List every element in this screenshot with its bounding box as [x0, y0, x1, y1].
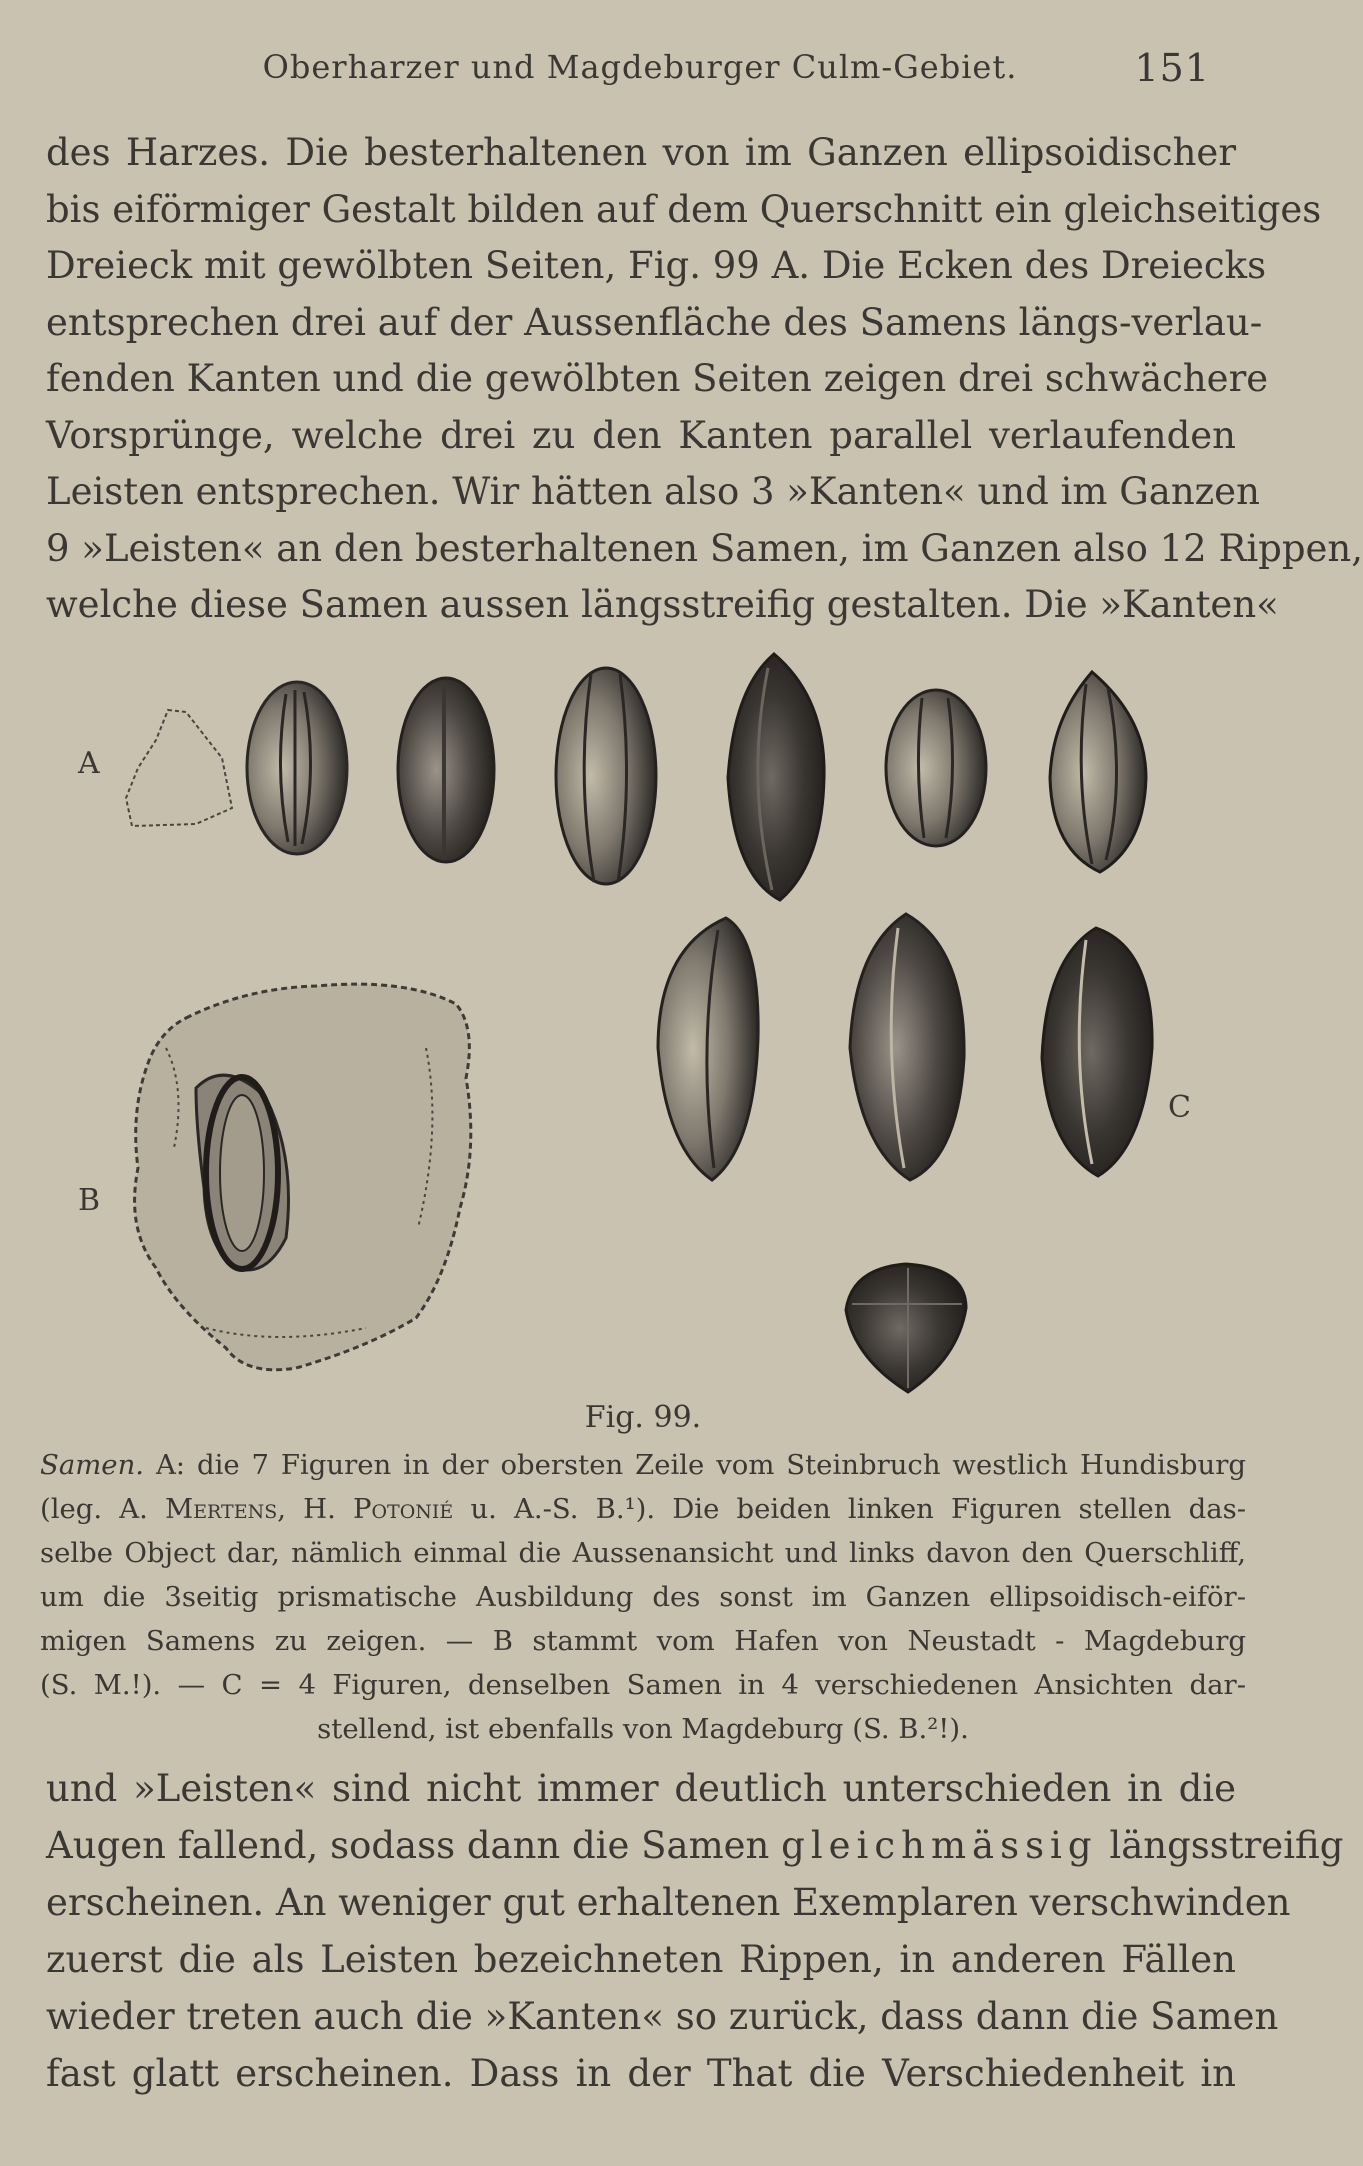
caption-line: migen Samens zu zeigen. — B stammt vom Hafen von Neustadt - Magdeburg: [40, 1625, 1246, 1657]
text-line: zuerst die als Leisten bezeichneten Rippen, in anderen Fällen: [46, 1938, 1236, 1981]
seed-c1: [658, 918, 758, 1180]
text-line: 9 »Leisten« an den besterhaltenen Samen, im Ganzen also 12 Rippen,: [46, 526, 1363, 570]
seed-a4: [728, 654, 824, 900]
figure-label-b: B: [78, 1183, 101, 1218]
seed-cross-section: [126, 710, 232, 826]
caption-line: stellend, ist ebenfalls von Magdeburg (S. B.²!).: [317, 1713, 969, 1745]
text-line: entsprechen drei auf der Aussenfläche des Samens längs-verlau-: [46, 300, 1263, 344]
figure-caption: [40, 1443, 1246, 1751]
emphasized-word: gleichmässig: [781, 1824, 1098, 1867]
text-line: fenden Kanten und die gewölbten Seiten zeigen drei schwächere: [46, 357, 1269, 400]
text-line: und »Leisten« sind nicht immer deutlich unterschieden in die: [46, 1767, 1236, 1810]
running-head: [40, 40, 1240, 100]
figure-label-c: C: [1168, 1090, 1191, 1125]
rock-with-seed: [135, 984, 471, 1370]
seed-a5: [886, 690, 986, 846]
figure-99: [46, 628, 1236, 1418]
text-line: erscheinen. An weniger gut erhaltenen Exemplaren verschwinden: [46, 1881, 1291, 1924]
bottom-paragraph: [46, 1760, 1344, 2102]
seed-c2: [850, 914, 964, 1180]
seed-a2: [398, 678, 494, 862]
page-number: 151: [1134, 46, 1210, 90]
text-line: Augen fallend, sodass dann die Samen gleichmässig längsstreifig: [46, 1824, 1344, 1867]
text-line: Vorsprünge, welche drei zu den Kanten parallel verlaufenden: [46, 413, 1236, 457]
figure-caption-block: [40, 1400, 1246, 1751]
top-paragraph: [46, 125, 1363, 634]
text-line: bis eiförmiger Gestalt bilden auf dem Querschnitt ein gleichseitiges: [46, 187, 1322, 231]
text-line: welche diese Samen aussen längsstreifig gestalten. Die »Kanten«: [46, 583, 1279, 626]
running-title: Oberharzer und Magdeburger Culm-Gebiet.: [262, 48, 1018, 86]
seed-a3: [556, 668, 656, 884]
text-line: wieder treten auch die »Kanten« so zurück, dass dann die Samen: [46, 1995, 1279, 2038]
seed-a6: [1050, 672, 1146, 872]
seed-a1: [247, 682, 347, 854]
text-line: Dreieck mit gewölbten Seiten, Fig. 99 A. Die Ecken des Dreiecks: [46, 244, 1267, 287]
caption-line: Samen. A: die 7 Figuren in der obersten Zeile vom Steinbruch westlich Hundisburg: [40, 1449, 1246, 1481]
seed-c3: [1042, 928, 1152, 1176]
text-line: des Harzes. Die besterhaltenen von im Ganzen ellipsoidischer: [46, 131, 1236, 174]
text-line: Leisten entsprechen. Wir hätten also 3 »Kanten« und im Ganzen: [46, 470, 1260, 513]
caption-line: (S. M.!). — C = 4 Figuren, denselben Samen in 4 verschiedenen Ansichten dar-: [40, 1669, 1246, 1701]
caption-line: selbe Object dar, nämlich einmal die Aussenansicht und links davon den Querschliff,: [40, 1537, 1246, 1569]
caption-line: um die 3seitig prismatische Ausbildung des sonst im Ganzen ellipsoidisch-eiför-: [40, 1581, 1246, 1613]
figure-number: Fig. 99.: [584, 1400, 702, 1435]
text-line: fast glatt erscheinen. Dass in der That die Verschiedenheit in: [46, 2052, 1236, 2095]
seed-illustrations: [46, 628, 1236, 1418]
seed-c4-cross-section: [846, 1264, 966, 1392]
figure-label-a: A: [78, 746, 100, 781]
caption-line: (leg. A. Mertens, H. Potonié u. A.-S. B.¹). Die beiden linken Figuren stellen das-: [40, 1493, 1247, 1525]
